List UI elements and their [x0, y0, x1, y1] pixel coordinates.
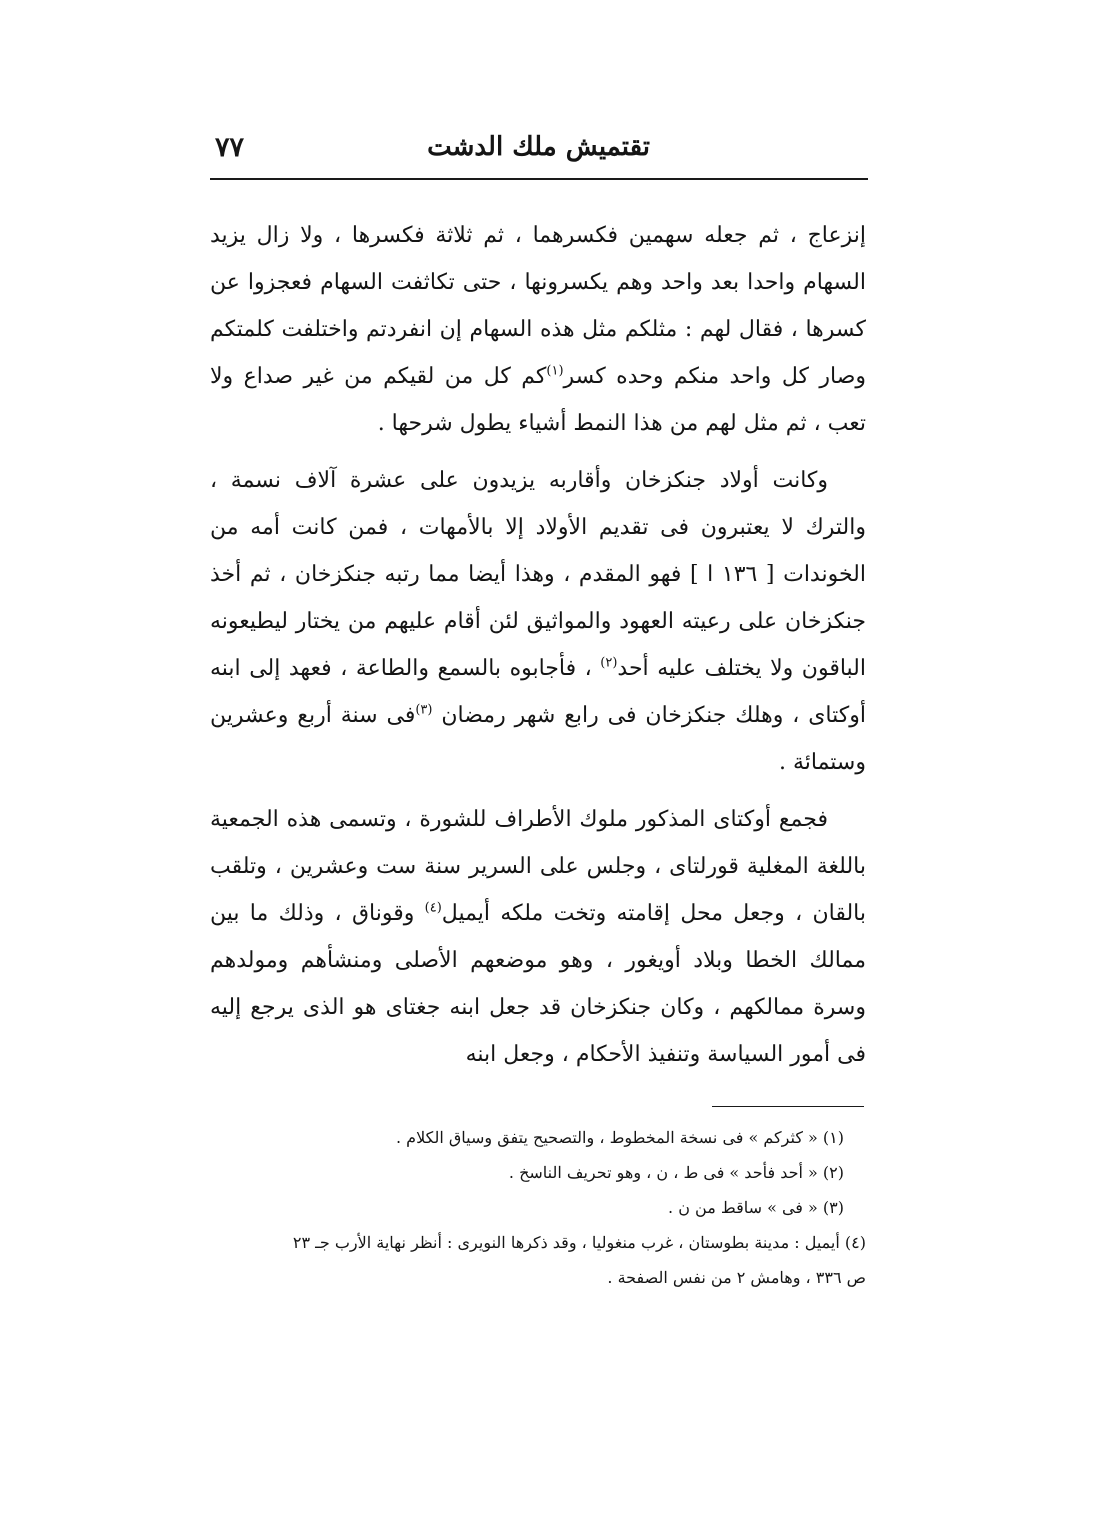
page-number: ٧٧ — [215, 132, 245, 163]
paragraph-text: وقوناق ، وذلك ما بين ممالك الخطا وبلاد أويغور ، وهو موضعهم الأصلى ومنشأهم ومولدهم وسرة ممالكهم ، وكان جنكزخان قد جعل ابنه جغتاى هو الذى يرجع إليه فى أمور السياسة وتنفيذ الأحكام ، وجعل ابنه — [210, 901, 866, 1067]
footnote-ref-2: (٢) — [600, 655, 618, 671]
paragraph-text: وكانت أولاد جنكزخان وأقاربه يزيدون على عشرة آلاف نسمة ، والترك لا يعتبرون فى تقديم الأولاد إلا بالأمهات ، فمن كانت أمه من الخوندات [ ١٣٦ ا ] فهو المقدم ، وهذا أيضا مما رتبه جنكزخان ، ثم أخذ جنكزخان على رعيته العهود والمواثيق لئن أقام عليهم من يختار ليطيعونه الباقون ولا يختلف عليه أحد — [210, 468, 866, 681]
paragraph-text: فى سنة أربع وعشرين وستمائة . — [210, 703, 866, 775]
footnote-ref-1: (١) — [546, 363, 564, 379]
footnote-number: (٤) — [844, 1233, 866, 1252]
footnote-number: (٢) — [822, 1163, 844, 1182]
paragraph-text: إنزعاج ، ثم جعله سهمين فكسرهما ، ثم ثلاثة فكسرها ، ولا زال يزيد السهام واحدا بعد واحد وهم يكسرونها ، حتى تكاثفت السهام فعجزوا عن كسرها ، فقال لهم : مثلكم مثل هذه السهام إن انفردتم واختلفت كلمتكم وصار كل واحد منكم وحده كسر — [210, 223, 866, 389]
footnote-number: (٣) — [822, 1198, 844, 1217]
footnote-text: « أحد فأحد » فى ط ، ن ، وهو تحريف الناسخ . — [508, 1163, 818, 1182]
paragraph-2 — [210, 457, 866, 786]
footnote-3 — [210, 1190, 866, 1225]
footnote-text: « كثركم » فى نسخة المخطوط ، والتصحيح يتفق وسياق الكلام . — [395, 1128, 818, 1147]
footnote-4 — [210, 1225, 866, 1295]
footnote-text: « فى » ساقط من ن . — [668, 1198, 818, 1217]
paragraph-text: فجمع أوكتاى المذكور ملوك الأطراف للشورة ، وتسمى هذه الجمعية باللغة المغلية قورلتاى ، وجلس على السرير سنة ست وعشرين ، وتلقب بالقان ، وجعل محل إقامته وتخت ملكه أيميل — [210, 807, 866, 926]
running-header — [215, 128, 865, 172]
paragraph-1 — [210, 212, 866, 447]
footnotes — [210, 1120, 866, 1295]
footnote-2 — [210, 1155, 866, 1190]
footnote-1 — [210, 1120, 866, 1155]
footnote-ref-3: (٣) — [415, 702, 433, 718]
header-rule — [210, 178, 868, 180]
main-text — [210, 212, 866, 1078]
footnote-number: (١) — [822, 1128, 844, 1147]
paragraph-3 — [210, 796, 866, 1078]
footnote-ref-4: (٤) — [424, 900, 442, 916]
paragraph-text: كم كل من لقيكم من غير صداع ولا تعب ، ثم مثل لهم من هذا النمط أشياء يطول شرحها . — [210, 364, 866, 436]
footnote-separator — [712, 1106, 864, 1107]
paragraph-text: ، فأجابوه بالسمع والطاعة ، فعهد إلى ابنه أوكتاى ، وهلك جنكزخان فى رابع شهر رمضان — [210, 656, 866, 728]
footnote-text: أيميل : مدينة بطوستان ، غرب منغوليا ، وقد ذكرها النويرى : أنظر نهاية الأرب جـ ٢٣ — [292, 1233, 840, 1252]
running-title: تقتميش ملك الدشت — [427, 132, 650, 162]
footnote-text-continued: ص ٣٣٦ ، وهامش ٢ من نفس الصفحة . — [607, 1268, 866, 1287]
